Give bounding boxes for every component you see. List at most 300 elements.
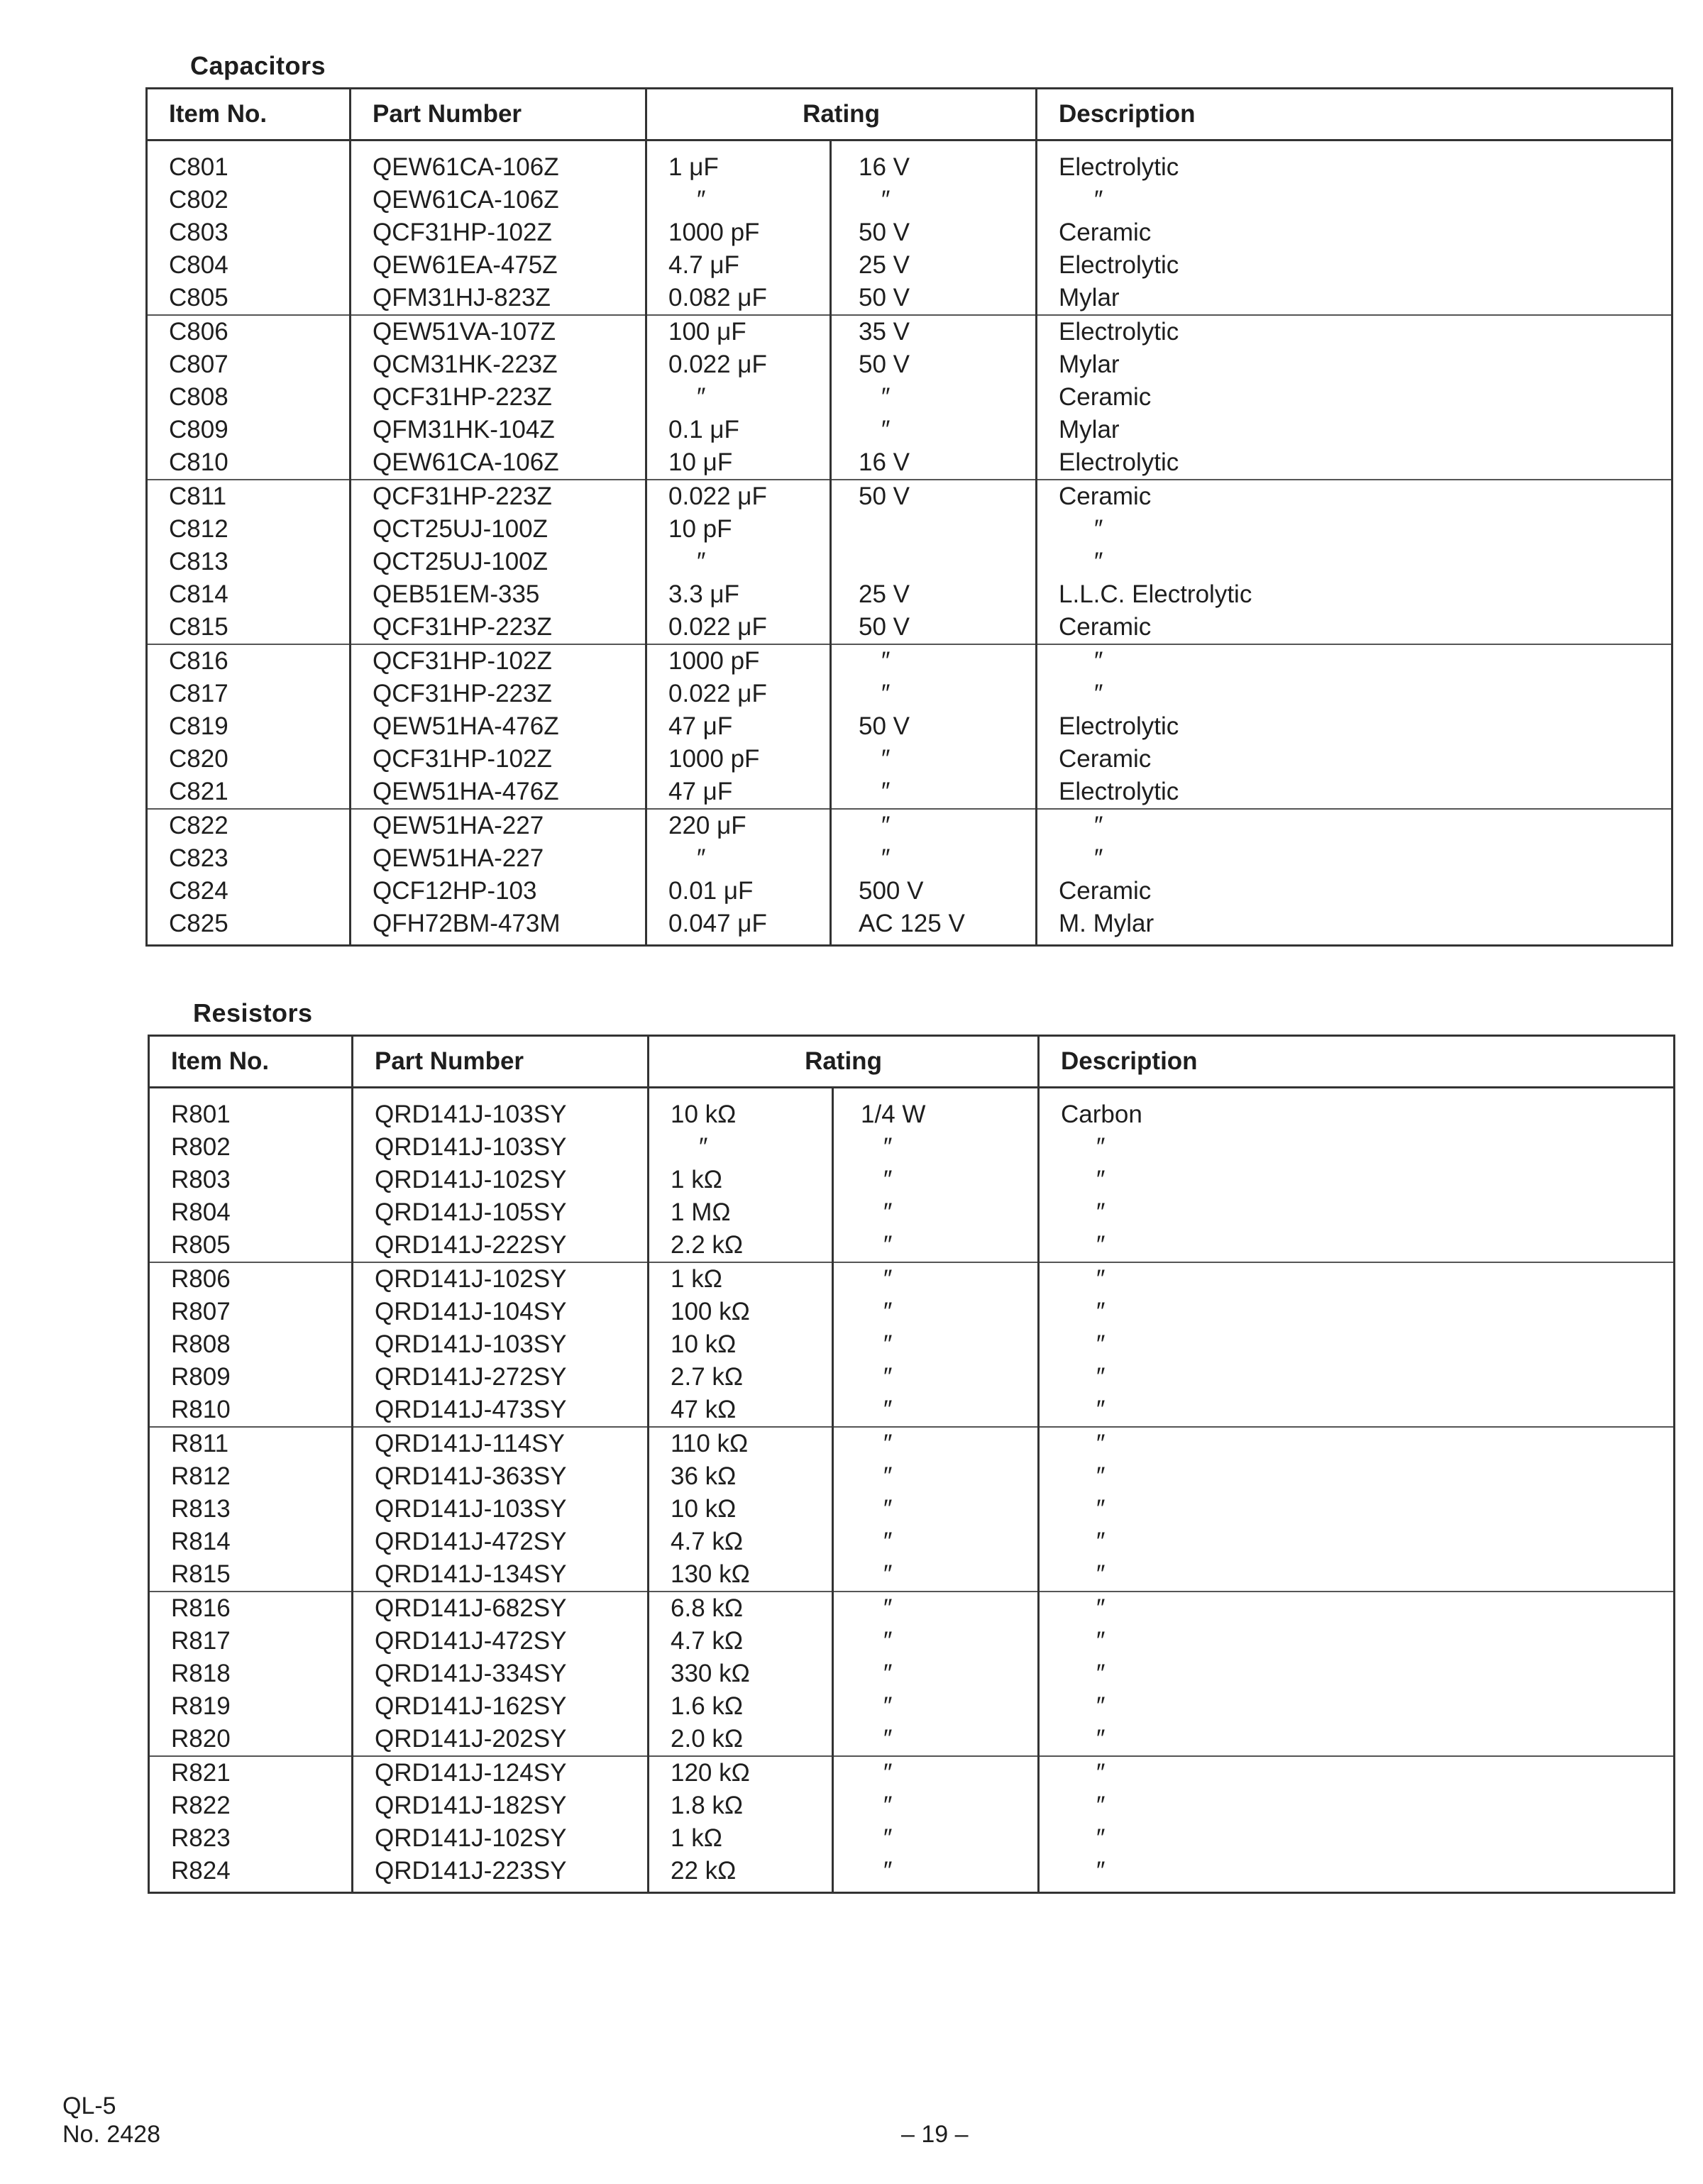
- item-no-cell: R823: [149, 1822, 353, 1855]
- rating-value-cell: ″: [649, 1131, 833, 1164]
- capacitors-table: [145, 87, 1673, 947]
- part-number-cell: QCF31HP-102Z: [351, 216, 646, 249]
- description-cell: ″: [1039, 1658, 1675, 1690]
- part-number-cell: QCT25UJ-100Z: [351, 546, 646, 578]
- rating-value-cell: 0.022 μF: [646, 611, 831, 644]
- item-no-cell: C806: [147, 315, 351, 348]
- rating-value-cell: 1 kΩ: [649, 1822, 833, 1855]
- item-no-cell: C807: [147, 348, 351, 381]
- description-cell: ″: [1039, 1131, 1675, 1164]
- rating-voltage-cell: ″: [833, 1625, 1039, 1658]
- part-number-cell: QCF31HP-102Z: [351, 743, 646, 776]
- header-rating: Rating: [646, 89, 1037, 140]
- table-row: [147, 381, 1672, 414]
- description-cell: ″: [1039, 1723, 1675, 1756]
- description-cell: ″: [1039, 1789, 1675, 1822]
- rating-voltage-cell: ″: [833, 1723, 1039, 1756]
- rating-value-cell: 1.8 kΩ: [649, 1789, 833, 1822]
- rating-value-cell: 22 kΩ: [649, 1855, 833, 1893]
- description-cell: ″: [1037, 842, 1672, 875]
- part-number-cell: QCF31HP-223Z: [351, 678, 646, 710]
- part-number-cell: QRD141J-223SY: [353, 1855, 649, 1893]
- rating-value-cell: 1000 pF: [646, 743, 831, 776]
- table-row: [147, 348, 1672, 381]
- part-number-cell: QFM31HK-104Z: [351, 414, 646, 446]
- table-row: [149, 1460, 1675, 1493]
- rating-value-cell: 47 kΩ: [649, 1394, 833, 1427]
- part-number-cell: QRD141J-104SY: [353, 1296, 649, 1328]
- rating-value-cell: 2.0 kΩ: [649, 1723, 833, 1756]
- rating-value-cell: 0.1 μF: [646, 414, 831, 446]
- item-no-cell: C814: [147, 578, 351, 611]
- part-number-cell: QRD141J-363SY: [353, 1460, 649, 1493]
- description-cell: ″: [1039, 1592, 1675, 1625]
- part-number-cell: QCT25UJ-100Z: [351, 513, 646, 546]
- footer-model: QL-5: [62, 2092, 116, 2119]
- part-number-cell: QCF31HP-223Z: [351, 381, 646, 414]
- rating-voltage-cell: ″: [831, 776, 1037, 809]
- description-cell: Electrolytic: [1037, 249, 1672, 282]
- rating-voltage-cell: ″: [833, 1361, 1039, 1394]
- description-cell: ″: [1037, 809, 1672, 842]
- description-cell: ″: [1039, 1361, 1675, 1394]
- part-number-cell: QRD141J-682SY: [353, 1592, 649, 1625]
- rating-value-cell: ″: [646, 546, 831, 578]
- rating-voltage-cell: ″: [833, 1164, 1039, 1196]
- description-cell: ″: [1039, 1756, 1675, 1789]
- rating-value-cell: 2.7 kΩ: [649, 1361, 833, 1394]
- header-item-no: Item No.: [147, 89, 351, 140]
- item-no-cell: C822: [147, 809, 351, 842]
- item-no-cell: C825: [147, 908, 351, 946]
- rating-voltage-cell: ″: [833, 1592, 1039, 1625]
- description-cell: Mylar: [1037, 282, 1672, 315]
- rating-voltage-cell: 500 V: [831, 875, 1037, 908]
- rating-voltage-cell: ″: [831, 381, 1037, 414]
- rating-value-cell: 0.082 μF: [646, 282, 831, 315]
- header-item-no: Item No.: [149, 1036, 353, 1088]
- table-row: [149, 1690, 1675, 1723]
- table-row: [147, 875, 1672, 908]
- item-no-cell: C801: [147, 140, 351, 184]
- part-number-cell: QEW51HA-227: [351, 842, 646, 875]
- description-cell: ″: [1039, 1196, 1675, 1229]
- rating-voltage-cell: ″: [833, 1131, 1039, 1164]
- rating-value-cell: 10 kΩ: [649, 1328, 833, 1361]
- item-no-cell: C819: [147, 710, 351, 743]
- table-row: [147, 446, 1672, 480]
- rating-value-cell: 10 μF: [646, 446, 831, 480]
- item-no-cell: C803: [147, 216, 351, 249]
- footer-page-number: – 19 –: [901, 2121, 969, 2148]
- resistors-title: Resistors: [193, 998, 313, 1027]
- description-cell: ″: [1039, 1296, 1675, 1328]
- part-number-cell: QRD141J-102SY: [353, 1822, 649, 1855]
- rating-value-cell: 100 kΩ: [649, 1296, 833, 1328]
- table-row: [149, 1625, 1675, 1658]
- rating-voltage-cell: [831, 546, 1037, 578]
- part-number-cell: QEW51VA-107Z: [351, 315, 646, 348]
- table-row: [147, 776, 1672, 809]
- rating-value-cell: 1000 pF: [646, 644, 831, 678]
- table-row: [149, 1394, 1675, 1427]
- table-row: [149, 1855, 1675, 1893]
- description-cell: Carbon: [1039, 1088, 1675, 1132]
- item-no-cell: R820: [149, 1723, 353, 1756]
- rating-value-cell: 1 μF: [646, 140, 831, 184]
- item-no-cell: R812: [149, 1460, 353, 1493]
- item-no-cell: C804: [147, 249, 351, 282]
- description-cell: ″: [1039, 1526, 1675, 1558]
- item-no-cell: R810: [149, 1394, 353, 1427]
- table-row: [147, 678, 1672, 710]
- rating-value-cell: 0.022 μF: [646, 348, 831, 381]
- part-number-cell: QRD141J-473SY: [353, 1394, 649, 1427]
- rating-value-cell: 1 kΩ: [649, 1262, 833, 1296]
- table-row: [147, 315, 1672, 348]
- rating-voltage-cell: ″: [831, 678, 1037, 710]
- table-row: [149, 1723, 1675, 1756]
- part-number-cell: QEW61CA-106Z: [351, 184, 646, 216]
- part-number-cell: QRD141J-272SY: [353, 1361, 649, 1394]
- rating-voltage-cell: ″: [833, 1460, 1039, 1493]
- item-no-cell: R802: [149, 1131, 353, 1164]
- rating-value-cell: 2.2 kΩ: [649, 1229, 833, 1262]
- rating-value-cell: 47 μF: [646, 710, 831, 743]
- item-no-cell: R811: [149, 1427, 353, 1460]
- table-row: [147, 184, 1672, 216]
- table-row: [147, 842, 1672, 875]
- rating-voltage-cell: ″: [833, 1262, 1039, 1296]
- table-row: [147, 743, 1672, 776]
- header-description: Description: [1039, 1036, 1675, 1088]
- part-number-cell: QCF12HP-103: [351, 875, 646, 908]
- description-cell: Electrolytic: [1037, 776, 1672, 809]
- part-number-cell: QRD141J-162SY: [353, 1690, 649, 1723]
- description-cell: Ceramic: [1037, 875, 1672, 908]
- header-rating: Rating: [649, 1036, 1039, 1088]
- rating-value-cell: 0.022 μF: [646, 480, 831, 513]
- capacitors-title: Capacitors: [190, 51, 326, 80]
- rating-voltage-cell: ″: [833, 1328, 1039, 1361]
- description-cell: ″: [1037, 644, 1672, 678]
- header-description: Description: [1037, 89, 1672, 140]
- item-no-cell: R805: [149, 1229, 353, 1262]
- table-row: [149, 1229, 1675, 1262]
- table-row: [149, 1296, 1675, 1328]
- table-row: [149, 1164, 1675, 1196]
- part-number-cell: QRD141J-134SY: [353, 1558, 649, 1592]
- rating-value-cell: 4.7 kΩ: [649, 1625, 833, 1658]
- table-row: [147, 908, 1672, 946]
- item-no-cell: C813: [147, 546, 351, 578]
- rating-value-cell: 10 kΩ: [649, 1493, 833, 1526]
- item-no-cell: R815: [149, 1558, 353, 1592]
- item-no-cell: C820: [147, 743, 351, 776]
- table-row: [147, 140, 1672, 184]
- description-cell: ″: [1039, 1558, 1675, 1592]
- part-number-cell: QRD141J-182SY: [353, 1789, 649, 1822]
- table-row: [147, 644, 1672, 678]
- description-cell: Ceramic: [1037, 381, 1672, 414]
- table-row: [149, 1262, 1675, 1296]
- table-row: [149, 1822, 1675, 1855]
- rating-value-cell: 1000 pF: [646, 216, 831, 249]
- description-cell: ″: [1039, 1328, 1675, 1361]
- rating-voltage-cell: ″: [833, 1394, 1039, 1427]
- table-row: [147, 282, 1672, 315]
- part-number-cell: QRD141J-105SY: [353, 1196, 649, 1229]
- rating-voltage-cell: ″: [833, 1658, 1039, 1690]
- part-number-cell: QRD141J-202SY: [353, 1723, 649, 1756]
- item-no-cell: C815: [147, 611, 351, 644]
- item-no-cell: R819: [149, 1690, 353, 1723]
- rating-value-cell: 4.7 kΩ: [649, 1526, 833, 1558]
- table-row: [149, 1558, 1675, 1592]
- table-row: [149, 1131, 1675, 1164]
- table-row: [147, 578, 1672, 611]
- rating-voltage-cell: AC 125 V: [831, 908, 1037, 946]
- part-number-cell: QRD141J-124SY: [353, 1756, 649, 1789]
- item-no-cell: R801: [149, 1088, 353, 1132]
- description-cell: ″: [1039, 1822, 1675, 1855]
- item-no-cell: R818: [149, 1658, 353, 1690]
- description-cell: Ceramic: [1037, 611, 1672, 644]
- rating-voltage-cell: ″: [833, 1229, 1039, 1262]
- item-no-cell: C816: [147, 644, 351, 678]
- rating-value-cell: 4.7 μF: [646, 249, 831, 282]
- rating-value-cell: 220 μF: [646, 809, 831, 842]
- description-cell: ″: [1037, 184, 1672, 216]
- item-no-cell: C802: [147, 184, 351, 216]
- table-row: [147, 513, 1672, 546]
- item-no-cell: R808: [149, 1328, 353, 1361]
- part-number-cell: QRD141J-472SY: [353, 1526, 649, 1558]
- rating-voltage-cell: ″: [831, 842, 1037, 875]
- rating-value-cell: 1 MΩ: [649, 1196, 833, 1229]
- item-no-cell: R806: [149, 1262, 353, 1296]
- description-cell: ″: [1039, 1262, 1675, 1296]
- rating-voltage-cell: ″: [833, 1558, 1039, 1592]
- rating-voltage-cell: ″: [833, 1196, 1039, 1229]
- rating-voltage-cell: ″: [833, 1427, 1039, 1460]
- footer-doc-number: No. 2428: [62, 2121, 160, 2148]
- rating-value-cell: ″: [646, 381, 831, 414]
- part-number-cell: QRD141J-103SY: [353, 1088, 649, 1132]
- description-cell: L.L.C. Electrolytic: [1037, 578, 1672, 611]
- rating-value-cell: 47 μF: [646, 776, 831, 809]
- item-no-cell: C810: [147, 446, 351, 480]
- rating-voltage-cell: ″: [833, 1493, 1039, 1526]
- item-no-cell: R822: [149, 1789, 353, 1822]
- rating-voltage-cell: ″: [833, 1690, 1039, 1723]
- table-row: [149, 1789, 1675, 1822]
- description-cell: ″: [1037, 546, 1672, 578]
- item-no-cell: R817: [149, 1625, 353, 1658]
- rating-value-cell: 3.3 μF: [646, 578, 831, 611]
- item-no-cell: R807: [149, 1296, 353, 1328]
- rating-voltage-cell: 50 V: [831, 216, 1037, 249]
- rating-voltage-cell: ″: [833, 1822, 1039, 1855]
- item-no-cell: C805: [147, 282, 351, 315]
- description-cell: Electrolytic: [1037, 710, 1672, 743]
- description-cell: Electrolytic: [1037, 140, 1672, 184]
- item-no-cell: C809: [147, 414, 351, 446]
- part-number-cell: QCM31HK-223Z: [351, 348, 646, 381]
- rating-voltage-cell: 16 V: [831, 140, 1037, 184]
- part-number-cell: QEW51HA-476Z: [351, 710, 646, 743]
- table-row: [149, 1328, 1675, 1361]
- part-number-cell: QEW61CA-106Z: [351, 140, 646, 184]
- rating-voltage-cell: 25 V: [831, 578, 1037, 611]
- description-cell: ″: [1037, 513, 1672, 546]
- item-no-cell: C811: [147, 480, 351, 513]
- rating-voltage-cell: 25 V: [831, 249, 1037, 282]
- part-number-cell: QEW51HA-476Z: [351, 776, 646, 809]
- rating-voltage-cell: ″: [833, 1526, 1039, 1558]
- description-cell: Ceramic: [1037, 743, 1672, 776]
- item-no-cell: C817: [147, 678, 351, 710]
- rating-voltage-cell: ″: [833, 1855, 1039, 1893]
- rating-value-cell: 10 kΩ: [649, 1088, 833, 1132]
- table-row: [147, 809, 1672, 842]
- rating-value-cell: 0.022 μF: [646, 678, 831, 710]
- rating-value-cell: 6.8 kΩ: [649, 1592, 833, 1625]
- rating-value-cell: 130 kΩ: [649, 1558, 833, 1592]
- part-number-cell: QCF31HP-223Z: [351, 480, 646, 513]
- part-number-cell: QRD141J-472SY: [353, 1625, 649, 1658]
- item-no-cell: C812: [147, 513, 351, 546]
- item-no-cell: R809: [149, 1361, 353, 1394]
- description-cell: Mylar: [1037, 348, 1672, 381]
- capacitors-header-row: [147, 89, 1672, 140]
- rating-value-cell: ″: [646, 184, 831, 216]
- item-no-cell: C824: [147, 875, 351, 908]
- part-number-cell: QEW61EA-475Z: [351, 249, 646, 282]
- part-number-cell: QRD141J-114SY: [353, 1427, 649, 1460]
- item-no-cell: R803: [149, 1164, 353, 1196]
- item-no-cell: R814: [149, 1526, 353, 1558]
- rating-voltage-cell: ″: [833, 1296, 1039, 1328]
- rating-voltage-cell: 50 V: [831, 348, 1037, 381]
- description-cell: ″: [1039, 1229, 1675, 1262]
- description-cell: ″: [1039, 1855, 1675, 1893]
- item-no-cell: R816: [149, 1592, 353, 1625]
- part-number-cell: QEW61CA-106Z: [351, 446, 646, 480]
- part-number-cell: QRD141J-102SY: [353, 1262, 649, 1296]
- item-no-cell: R821: [149, 1756, 353, 1789]
- description-cell: M. Mylar: [1037, 908, 1672, 946]
- part-number-cell: QRD141J-103SY: [353, 1493, 649, 1526]
- rating-voltage-cell: 50 V: [831, 710, 1037, 743]
- rating-voltage-cell: ″: [831, 184, 1037, 216]
- table-row: [149, 1658, 1675, 1690]
- table-row: [149, 1088, 1675, 1132]
- table-row: [147, 216, 1672, 249]
- rating-value-cell: 1 kΩ: [649, 1164, 833, 1196]
- table-row: [147, 249, 1672, 282]
- description-cell: Electrolytic: [1037, 315, 1672, 348]
- part-number-cell: QCF31HP-223Z: [351, 611, 646, 644]
- rating-value-cell: 0.01 μF: [646, 875, 831, 908]
- table-row: [147, 546, 1672, 578]
- rating-voltage-cell: 50 V: [831, 480, 1037, 513]
- rating-voltage-cell: ″: [831, 809, 1037, 842]
- rating-voltage-cell: ″: [833, 1789, 1039, 1822]
- resistors-table: [148, 1035, 1675, 1894]
- item-no-cell: C821: [147, 776, 351, 809]
- rating-value-cell: 36 kΩ: [649, 1460, 833, 1493]
- part-number-cell: QFH72BM-473M: [351, 908, 646, 946]
- description-cell: ″: [1039, 1394, 1675, 1427]
- description-cell: ″: [1037, 678, 1672, 710]
- description-cell: ″: [1039, 1690, 1675, 1723]
- part-number-cell: QEW51HA-227: [351, 809, 646, 842]
- table-row: [149, 1756, 1675, 1789]
- item-no-cell: R813: [149, 1493, 353, 1526]
- table-row: [147, 480, 1672, 513]
- rating-value-cell: 120 kΩ: [649, 1756, 833, 1789]
- item-no-cell: R824: [149, 1855, 353, 1893]
- table-row: [149, 1196, 1675, 1229]
- description-cell: ″: [1039, 1460, 1675, 1493]
- resistors-header-row: [149, 1036, 1675, 1088]
- part-number-cell: QFM31HJ-823Z: [351, 282, 646, 315]
- part-number-cell: QCF31HP-102Z: [351, 644, 646, 678]
- rating-value-cell: ″: [646, 842, 831, 875]
- rating-voltage-cell: 16 V: [831, 446, 1037, 480]
- table-row: [149, 1427, 1675, 1460]
- rating-voltage-cell: 1/4 W: [833, 1088, 1039, 1132]
- table-row: [149, 1361, 1675, 1394]
- description-cell: Mylar: [1037, 414, 1672, 446]
- item-no-cell: R804: [149, 1196, 353, 1229]
- rating-value-cell: 110 kΩ: [649, 1427, 833, 1460]
- table-row: [147, 611, 1672, 644]
- table-row: [147, 710, 1672, 743]
- rating-voltage-cell: [831, 513, 1037, 546]
- rating-voltage-cell: ″: [831, 644, 1037, 678]
- item-no-cell: C823: [147, 842, 351, 875]
- description-cell: Ceramic: [1037, 480, 1672, 513]
- table-row: [149, 1592, 1675, 1625]
- part-number-cell: QRD141J-103SY: [353, 1131, 649, 1164]
- rating-voltage-cell: ″: [831, 414, 1037, 446]
- table-row: [149, 1526, 1675, 1558]
- rating-value-cell: 1.6 kΩ: [649, 1690, 833, 1723]
- rating-value-cell: 0.047 μF: [646, 908, 831, 946]
- rating-value-cell: 10 pF: [646, 513, 831, 546]
- part-number-cell: QRD141J-222SY: [353, 1229, 649, 1262]
- description-cell: ″: [1039, 1164, 1675, 1196]
- rating-value-cell: 100 μF: [646, 315, 831, 348]
- part-number-cell: QEB51EM-335: [351, 578, 646, 611]
- rating-voltage-cell: 50 V: [831, 611, 1037, 644]
- rating-voltage-cell: 35 V: [831, 315, 1037, 348]
- header-part-number: Part Number: [351, 89, 646, 140]
- item-no-cell: C808: [147, 381, 351, 414]
- description-cell: ″: [1039, 1427, 1675, 1460]
- description-cell: Ceramic: [1037, 216, 1672, 249]
- table-row: [149, 1493, 1675, 1526]
- rating-voltage-cell: ″: [831, 743, 1037, 776]
- description-cell: ″: [1039, 1625, 1675, 1658]
- rating-voltage-cell: 50 V: [831, 282, 1037, 315]
- rating-voltage-cell: ″: [833, 1756, 1039, 1789]
- rating-value-cell: 330 kΩ: [649, 1658, 833, 1690]
- description-cell: Electrolytic: [1037, 446, 1672, 480]
- description-cell: ″: [1039, 1493, 1675, 1526]
